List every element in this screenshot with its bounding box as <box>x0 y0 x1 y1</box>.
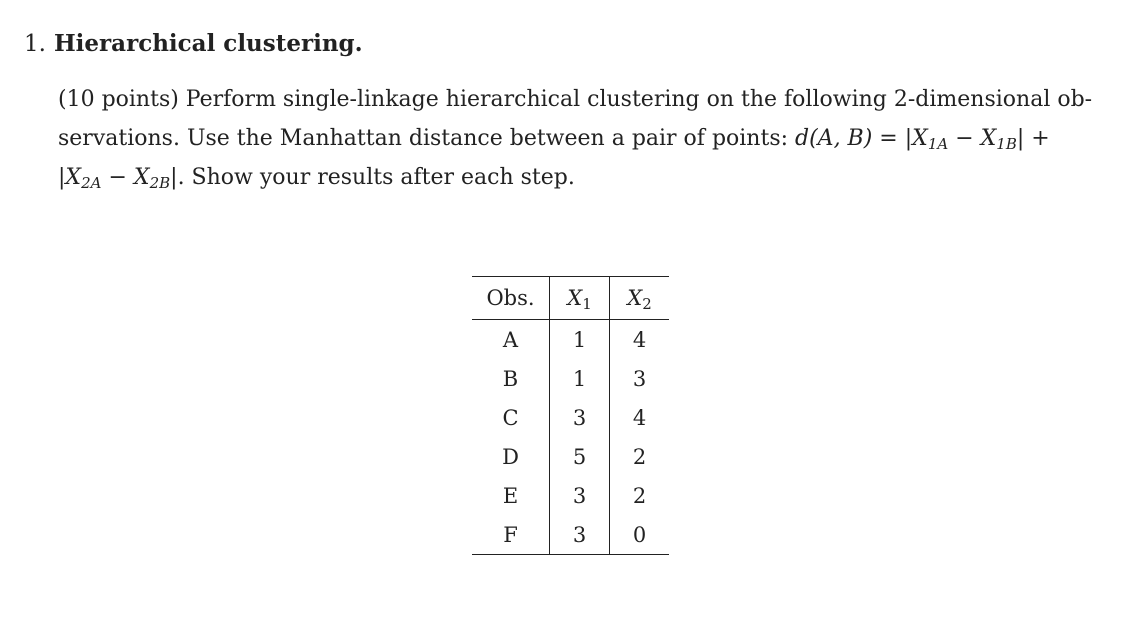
cell-x2: 3 <box>632 366 647 391</box>
cell-obs: E <box>472 476 550 515</box>
statement-line-3 <box>58 158 1088 197</box>
problem-statement <box>58 80 1093 197</box>
cell-x2: 0 <box>632 522 647 547</box>
cell-x1: 3 <box>550 398 610 437</box>
header-obs: Obs. <box>472 277 550 320</box>
cell-x2: 4 <box>632 327 647 352</box>
statement-line-1: (10 points) Perform single-linkage hierarchical clustering on the following 2-dimensional ob- <box>58 87 1093 112</box>
cell-x1: 3 <box>550 515 610 555</box>
table-row <box>472 359 669 398</box>
table-row <box>472 515 669 555</box>
table-header-row <box>472 277 669 320</box>
cell-obs: C <box>472 398 550 437</box>
statement-text: servations. Use the Manhattan distance between a pair of points: <box>58 126 796 151</box>
header-x2: $X_2$ <box>610 277 670 320</box>
cell-x1: 3 <box>550 476 610 515</box>
cell-x2: 2 <box>632 483 647 508</box>
table-row <box>472 437 669 476</box>
cell-x1: 5 <box>550 437 610 476</box>
table-row <box>472 476 669 515</box>
cell-obs: B <box>472 359 550 398</box>
cell-obs: D <box>472 437 550 476</box>
problem-heading <box>24 30 363 57</box>
cell-obs: A <box>472 320 550 360</box>
distance-formula-cont: $|X_{2A} - X_{2B}|$ <box>58 165 178 192</box>
problem-number: 1. <box>24 31 46 57</box>
cell-x2: 4 <box>632 405 647 430</box>
cell-x1: 1 <box>550 359 610 398</box>
table-row <box>472 320 669 360</box>
observations-table <box>472 276 669 555</box>
statement-text: . Show your results after each step. <box>177 165 575 190</box>
header-x1: $X_1$ <box>550 277 610 320</box>
statement-line-2 <box>58 119 1088 158</box>
problem-title: Hierarchical clustering. <box>53 30 363 57</box>
distance-formula: d(A, $B) = |X_{1A} - X_{1B}|$ + <box>795 126 1050 153</box>
cell-obs: F <box>472 515 550 555</box>
table-row <box>472 398 669 437</box>
cell-x1: 1 <box>550 320 610 360</box>
cell-x2: 2 <box>632 444 647 469</box>
